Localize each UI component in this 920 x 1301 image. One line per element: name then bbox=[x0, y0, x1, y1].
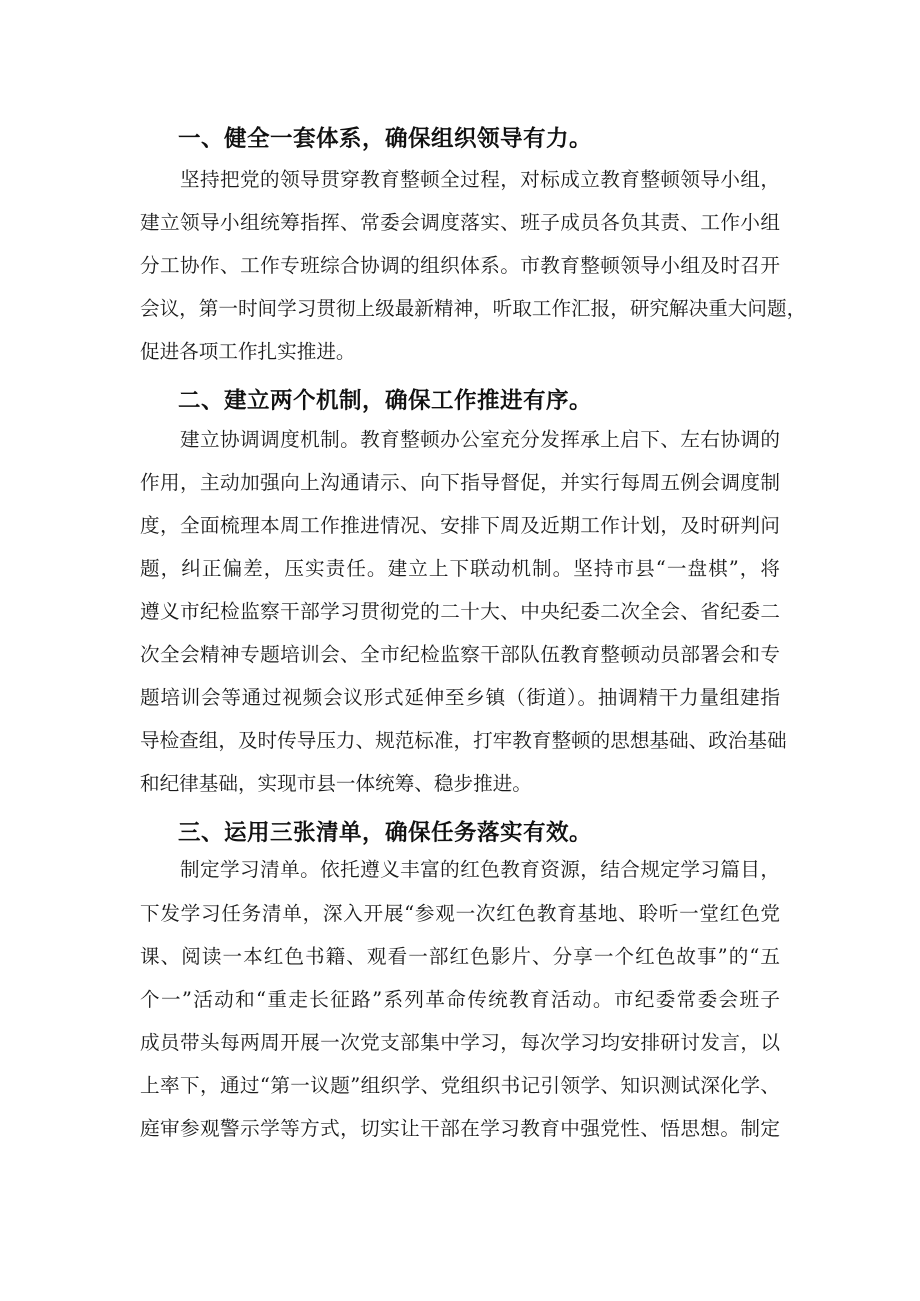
section-1-line-1: 坚持把党的领导贯穿教育整顿全过程，对标成立教育整顿领导小组， bbox=[180, 168, 780, 191]
section-3-heading: 三、运用三张清单，确保任务落实有效。 bbox=[178, 820, 593, 846]
section-2-line-1: 建立协调调度机制。教育整顿办公室充分发挥承上启下、左右协调的 bbox=[180, 428, 780, 451]
section-3-line-7: 庭审参观警示学等方式，切实让干部在学习教育中强党性、悟思想。制定 bbox=[140, 1117, 780, 1140]
section-3-line-2: 下发学习任务清单，深入开展“参观一次红色教育基地、聆听一堂红色党 bbox=[140, 902, 780, 925]
section-2-line-7: 题培训会等通过视频会议形式延伸至乡镇（街道）。抽调精干力量组建指 bbox=[140, 686, 780, 709]
section-2-line-4: 题，纠正偏差，压实责任。建立上下联动机制。坚持市县“一盘棋”，将 bbox=[140, 557, 780, 580]
section-1-line-2: 建立领导小组统筹指挥、常委会调度落实、班子成员各负其责、工作小组 bbox=[140, 211, 780, 234]
section-2-line-5: 遵义市纪检监察干部学习贯彻党的二十大、中央纪委二次全会、省纪委二 bbox=[140, 600, 780, 623]
section-1-line-3: 分工协作、工作专班综合协调的组织体系。市教育整顿领导小组及时召开 bbox=[140, 254, 780, 277]
section-3-line-1: 制定学习清单。依托遵义丰富的红色教育资源，结合规定学习篇目， bbox=[180, 858, 780, 881]
section-2-line-8: 导检查组，及时传导压力、规范标准，打牢教育整顿的思想基础、政治基础 bbox=[140, 729, 787, 752]
section-3-line-4: 个一”活动和“重走长征路”系列革命传统教育活动。市纪委常委会班子 bbox=[140, 988, 780, 1011]
section-2-heading: 二、建立两个机制，确保工作推进有序。 bbox=[178, 388, 593, 414]
section-2-line-9: 和纪律基础，实现市县一体统筹、稳步推进。 bbox=[140, 772, 532, 795]
section-1-heading: 一、健全一套体系，确保组织领导有力。 bbox=[178, 126, 593, 152]
section-1-line-4: 会议，第一时间学习贯彻上级最新精神，听取工作汇报，研究解决重大问题， bbox=[140, 297, 807, 320]
section-3-line-6: 上率下，通过“第一议题”组织学、党组织书记引领学、知识测试深化学、 bbox=[140, 1074, 780, 1097]
section-2-line-6: 次全会精神专题培训会、全市纪检监察干部队伍教育整顿动员部署会和专 bbox=[140, 643, 780, 666]
section-3-line-5: 成员带头每两周开展一次党支部集中学习，每次学习均安排研讨发言，以 bbox=[140, 1031, 780, 1054]
section-3-line-3: 课、阅读一本红色书籍、观看一部红色影片、分享一个红色故事”的“五 bbox=[140, 945, 780, 968]
section-2-line-3: 度，全面梳理本周工作推进情况、安排下周及近期工作计划，及时研判问 bbox=[140, 514, 780, 537]
section-1-line-5: 促进各项工作扎实推进。 bbox=[140, 340, 356, 363]
section-2-line-2: 作用，主动加强向上沟通请示、向下指导督促，并实行每周五例会调度制 bbox=[140, 471, 780, 494]
